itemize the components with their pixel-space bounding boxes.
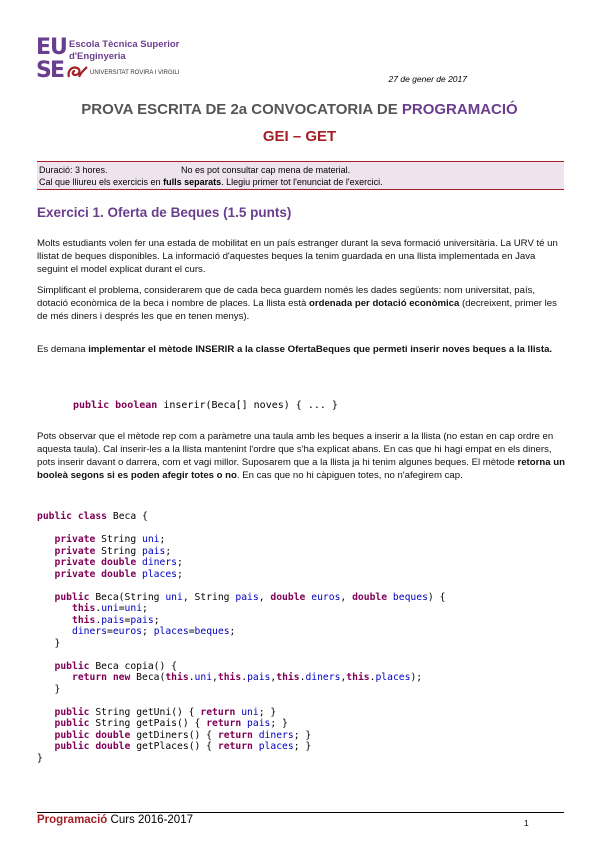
code-text: } [37,752,43,764]
code-field: diners [142,557,178,568]
code-kw: private [54,557,96,568]
exam-info-box [37,161,564,190]
logo-letter-u: U [50,35,67,60]
university-name: UNIVERSITAT ROVIRA I VIRGILI [90,70,180,76]
duration-text: Duració: 3 hores. [39,165,108,175]
page-subtitle: GEI – GET [262,128,337,145]
school-name-line1: Escola Tècnica Superior [69,39,180,50]
paragraph-details [37,430,565,482]
code-field: places [142,568,178,580]
code-text: ) { [427,591,446,603]
paragraph-intro: Molts estudiants volen fer una estada de mobilitat en un país estranger durant la seva formació universitària. La URV té un llistat de beques disponibles. La informació d'aquestes beques la tenim guardada en una llista implementada en Java seguint el model explicat durant el curs. [37,238,558,275]
code-text: String [95,706,131,718]
code-kw: private [54,545,96,557]
code-field: pais [247,718,271,729]
code-text: Beca copia() { [95,660,177,672]
code-text: Beca(String [95,591,160,603]
paragraph-task [37,343,565,356]
code-kw: double [101,568,137,580]
instructions-pre: Cal que lliureu els exercicis en [39,177,161,187]
page-title [0,101,599,118]
p2-pre: Simplificant el problema, considerarem que de cada beca guardem només les dades següents: nom universitat, país, dotació econòmica de la beca i nombre de places. La llista està [37,285,536,309]
code-field: places [258,741,294,752]
instructions-bold: fulls separats [163,177,222,187]
code-field: beques [392,591,428,603]
page-number: 1 [524,818,529,828]
code-kw: private [54,568,96,580]
code-field: uni [142,534,160,545]
instructions-post: . Llegiu primer tot l'enunciat de l'exercici. [221,177,383,187]
code-field: diners [258,729,294,741]
code-text: String [95,718,131,729]
urv-logo-icon [66,64,88,80]
logo-letter-e1: E [36,35,51,60]
p2-bold: ordenada per dotació econòmica [309,298,460,309]
code-kw: public [54,729,90,741]
title-main: PROVA ESCRITA DE 2a CONVOCATORIA DE [81,101,398,118]
code-field: pais [142,545,166,557]
code-kw: public [54,591,90,603]
footer-brand: Programació [37,814,108,826]
code-field: pais [235,591,259,603]
sig-kw-public: public [73,400,110,411]
p4-bold: retorna un booleà segons si es poden afegir totes o no [37,457,565,481]
code-text: String [101,545,137,557]
code-text: , String [182,591,230,603]
p3-pre: Es demana [37,344,86,355]
code-kw: public [54,718,90,729]
code-field: euros [311,591,341,603]
code-kw: public [37,511,72,522]
code-text: getPais [136,718,178,729]
p2-post: (decreixent, primer les de més diners i després les que en tenen menys). [37,298,557,322]
paragraph-data [37,284,565,323]
code-kw: double [352,591,388,603]
code-kw: double [95,741,131,752]
school-logo [36,37,206,83]
p4-pre: Pots observar que el mètode rep com a paràmetre una taula amb les beques a inserir a la llista (no estan en cap ordre en aquesta taula). Cal inserir-les a la llista mantenint l'ordre que s'ha explicat abans. En cas que hi hagi empat en els diners, pots inserir davant o darrera, com et vagi millor. Suposarem que a la llista ja hi tenim algunes beques. El mètode [37,431,554,468]
code-kw: double [270,591,306,603]
code-text: String [101,534,137,545]
code-listing: public class Beca { private String uni; private String pais; private double diners; private double places; public Beca(String uni, String pais, double euros, double beques) { this.uni=uni; this.pais=pais; diners=euros; places=beques; } public Beca copia() { return new Beca(this.uni,this.pais,this.diners,this.places); } public String getUni() { return uni; } public String getPais() { return pais; } public double getDiners() { return diners; } public double getPlaces() { return places; } } [37,511,446,764]
method-signature [73,400,338,411]
footer-course-text: Curs 2016-2017 [110,814,193,826]
code-kw: public [54,660,90,672]
p3-bold: implementar el mètode INSERIR a la classe OfertaBeques que permeti inserir noves beques a la llista. [88,344,553,355]
exercise-title: Exercici 1. Oferta de Beques (1.5 punts) [37,205,292,220]
code-field: uni [165,591,183,603]
code-kw: private [54,534,96,545]
material-text: No es pot consultar cap mena de material. [181,165,351,175]
code-text: getUni [136,706,172,718]
code-kw: double [95,729,131,741]
logo-letter-e2: E [50,58,65,83]
code-text: Beca { [112,511,148,522]
title-highlight: PROGRAMACIÓ [401,101,518,118]
code-kw: public [54,741,90,752]
exam-date: 27 de gener de 2017 [388,74,467,84]
sig-text: inserir(Beca[] noves) { ... } [163,400,338,411]
logo-letter-s: S [36,58,51,83]
footer-divider [37,812,564,813]
footer-course [37,814,193,826]
sig-kw-boolean: boolean [115,400,158,411]
school-name [69,39,179,63]
code-text: getPlaces [136,741,189,752]
eu-se-logo-mark [36,37,66,83]
code-kw: class [77,511,108,522]
code-text: getDiners [136,729,189,741]
code-text: , [258,591,265,603]
code-kw: double [101,557,137,568]
code-field: uni [241,706,259,718]
school-name-line2: d'Enginyeria [69,51,126,62]
instructions-text [39,176,383,188]
p4-post: . En cas que no hi càpiguen totes, no n'afegirem cap. [236,470,463,481]
code-kw: public [54,706,90,718]
